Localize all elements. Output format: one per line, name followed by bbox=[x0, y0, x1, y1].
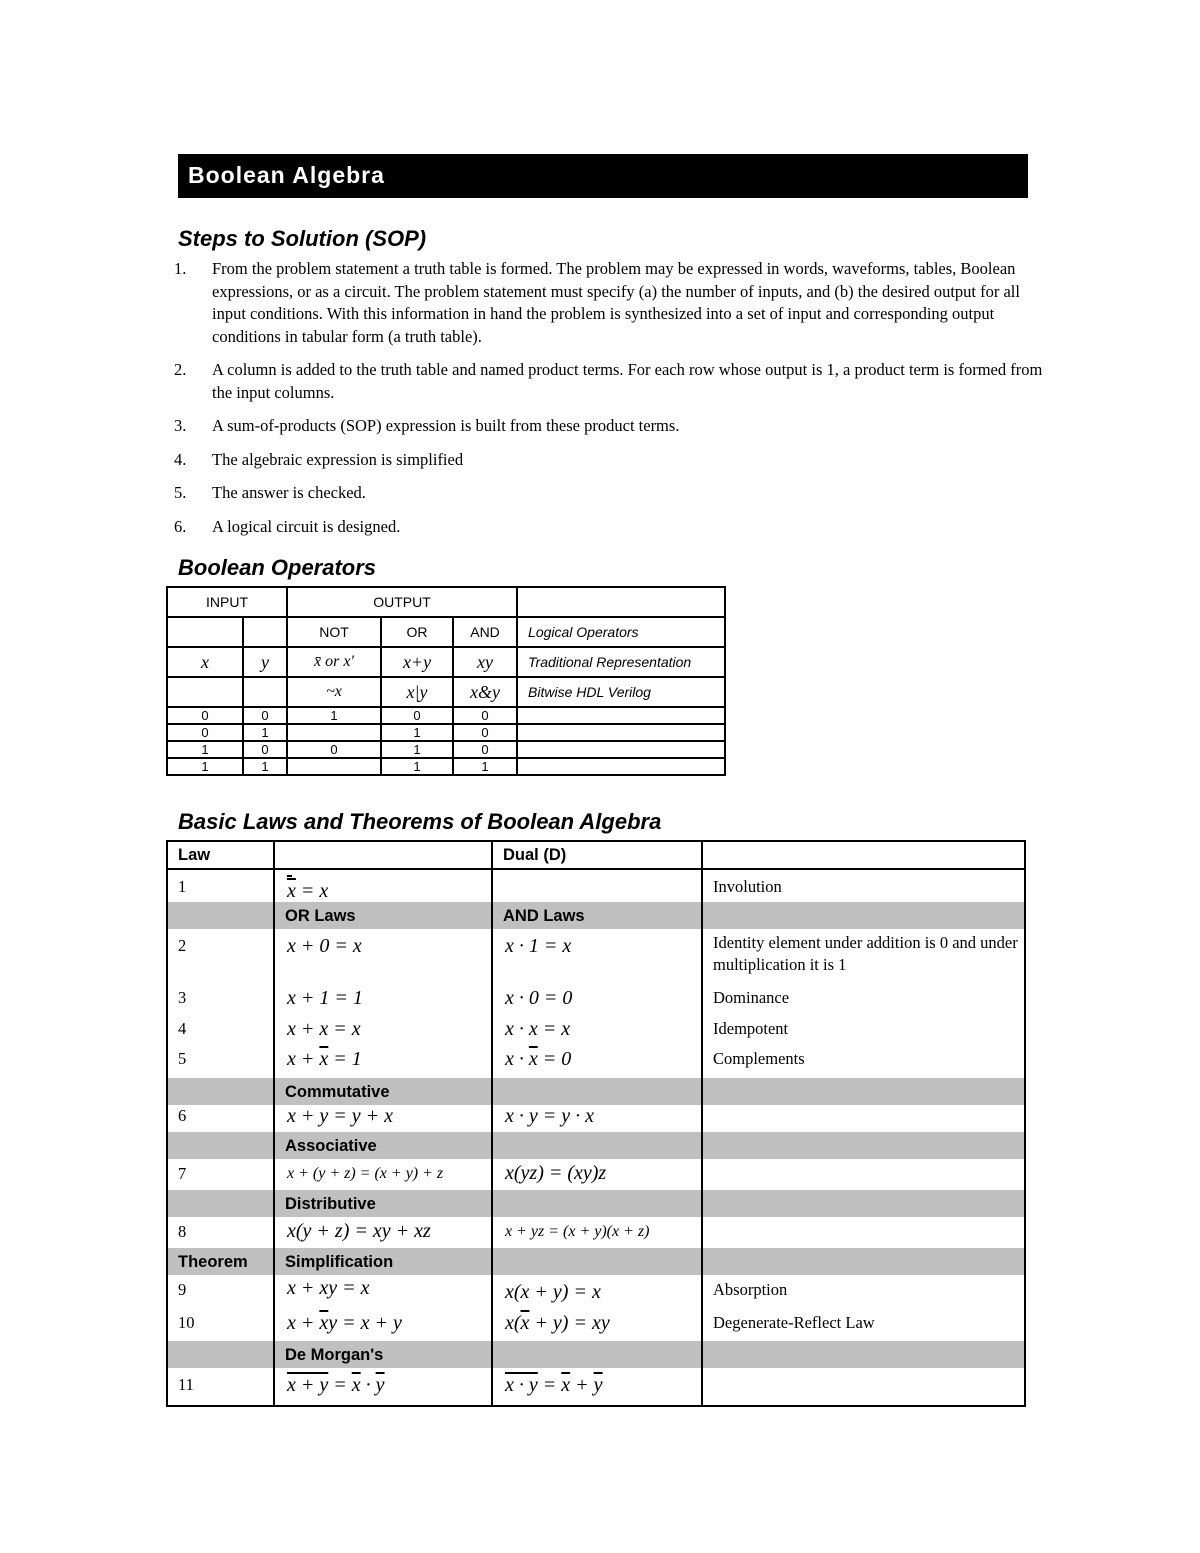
step-item bbox=[174, 482, 1054, 505]
bitwise-and: x&y bbox=[453, 677, 517, 707]
section-row: Associative bbox=[167, 1132, 1025, 1159]
law-row: 8 x(y + z) = xy + xz x + yz = (x + y)(x + z) bbox=[167, 1217, 1025, 1248]
step-number: 5. bbox=[174, 483, 187, 502]
step-item bbox=[174, 516, 1054, 539]
steps-list bbox=[174, 258, 1054, 549]
law-row: 2 x + 0 = x x · 1 = x Identity element under addition is 0 and under multiplication it is 1 bbox=[167, 929, 1025, 987]
law-row: 11 $x + y = \overline{x} \cdot \overline{y}$ $x \cdot y = \overline{x} + \overline{y}$ bbox=[167, 1368, 1025, 1406]
step-item bbox=[174, 449, 1054, 472]
section-row: De Morgan's bbox=[167, 1341, 1025, 1368]
var-x: x bbox=[167, 647, 243, 677]
input-header: INPUT bbox=[167, 587, 287, 617]
law-row: 1 $\overline{x}$ = x Involution bbox=[167, 869, 1025, 902]
laws-table bbox=[166, 840, 1026, 1407]
op-or: OR bbox=[381, 617, 453, 647]
operators-table bbox=[166, 586, 726, 776]
step-text: A column is added to the truth table and named product terms. For each row whose output is 1, a product term is formed from the input columns. bbox=[212, 360, 1043, 402]
truth-row: 1 0 0 1 0 bbox=[167, 741, 725, 758]
output-header: OUTPUT bbox=[287, 587, 517, 617]
step-text: The answer is checked. bbox=[212, 483, 366, 502]
truth-row: 0 0 1 0 0 bbox=[167, 707, 725, 724]
step-number: 4. bbox=[174, 449, 187, 469]
law-row: 4 x + x = x x · x = x Idempotent bbox=[167, 1018, 1025, 1048]
step-number: 6. bbox=[174, 516, 187, 536]
law-row: 5 $x + \overline{x} = 1$ $x \cdot \overline{x} = 0$ Complements bbox=[167, 1048, 1025, 1078]
trad-or: x+y bbox=[381, 647, 453, 677]
op-and: AND bbox=[453, 617, 517, 647]
law-row: 10 $x + \overline{x}y = x + y$ $x(\overline{x} + y)$ = xy Degenerate-Reflect Law bbox=[167, 1308, 1025, 1341]
trad-and: xy bbox=[453, 647, 517, 677]
section-row: Theorem Simplification bbox=[167, 1248, 1025, 1275]
step-item bbox=[174, 359, 1054, 404]
step-number: 1. bbox=[174, 259, 187, 278]
step-item bbox=[174, 258, 1054, 348]
step-item bbox=[174, 415, 1054, 438]
step-number: 2. bbox=[174, 360, 187, 379]
truth-row: 1 1 1 1 bbox=[167, 758, 725, 775]
laws-header-row bbox=[167, 841, 1025, 869]
desc-bitwise: Bitwise HDL Verilog bbox=[517, 677, 725, 707]
var-y: y bbox=[243, 647, 287, 677]
col-law: Law bbox=[167, 841, 274, 869]
desc-logical: Logical Operators bbox=[517, 617, 725, 647]
section-row: Distributive bbox=[167, 1190, 1025, 1217]
desc-traditional: Traditional Representation bbox=[517, 647, 725, 677]
bitwise-or: x|y bbox=[381, 677, 453, 707]
page-title: Boolean Algebra bbox=[178, 154, 1028, 198]
step-number: 3. bbox=[174, 416, 187, 435]
law-row: 3 x + 1 = 1 x · 0 = 0 Dominance bbox=[167, 987, 1025, 1018]
law-row: 9 x + xy = x x(x + y) = x Absorption bbox=[167, 1275, 1025, 1308]
bitwise-not: ~x bbox=[287, 677, 381, 707]
step-text: The algebraic expression is simplified bbox=[212, 449, 464, 469]
law-row: 7 x + (y + z) = (x + y) + z x(yz) = (xy)z bbox=[167, 1159, 1025, 1190]
col-dual: Dual (D) bbox=[492, 841, 702, 869]
step-text: From the problem statement a truth table is formed. The problem may be expressed in words, waveforms, tables, Boolean expressions, or as a circuit. The problem statement must specify (a) the number of inputs, and (b) the desired output for all input conditions. With this information in hand the problem is synthesized into a set of input and corresponding output conditions in tabular form (a truth table). bbox=[212, 259, 1020, 346]
op-not: NOT bbox=[287, 617, 381, 647]
step-text: A sum-of-products (SOP) expression is built from these product terms. bbox=[212, 416, 680, 435]
step-text: A logical circuit is designed. bbox=[212, 516, 401, 536]
section-row: Commutative bbox=[167, 1078, 1025, 1105]
operators-heading: Boolean Operators bbox=[178, 555, 377, 580]
steps-heading: Steps to Solution (SOP) bbox=[178, 226, 427, 251]
truth-row: 0 1 1 0 bbox=[167, 724, 725, 741]
laws-heading: Basic Laws and Theorems of Boolean Algebra bbox=[178, 809, 662, 834]
law-row: 6 x + y = y + x x · y = y · x bbox=[167, 1105, 1025, 1132]
trad-not: x̄ or x′ bbox=[287, 647, 381, 677]
section-row: OR Laws AND Laws bbox=[167, 902, 1025, 929]
